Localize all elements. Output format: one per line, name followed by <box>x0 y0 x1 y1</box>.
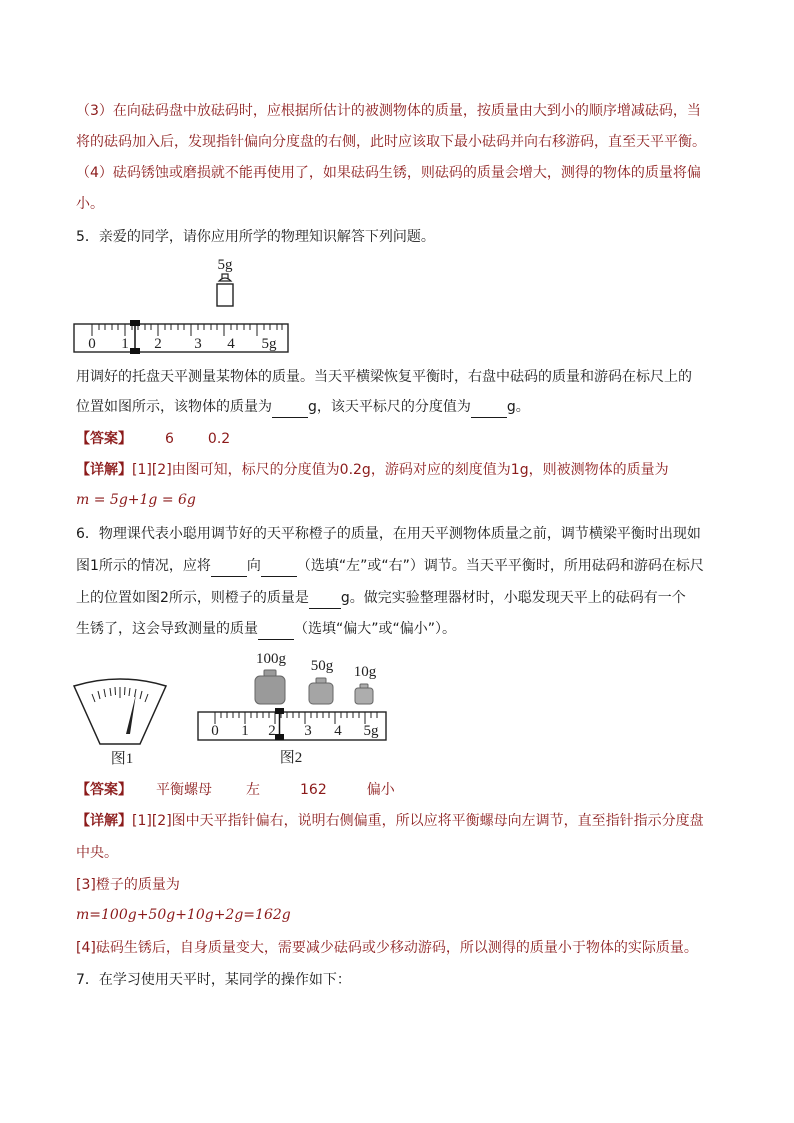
q6-text-1: 6．物理课代表小聪用调节好的天平称橙子的质量，在用天平测物体质量之前，调节横梁平衡时出现如 <box>76 526 701 542</box>
q6-answer-3: 162 <box>300 782 327 798</box>
weight-50g-icon <box>309 678 333 704</box>
q6-blank-1 <box>211 556 247 577</box>
q5-detail-label: 【详解】 <box>76 462 132 478</box>
q6-text-4 <box>76 619 456 640</box>
q6-text-4a: 生锈了，这会导致测量的质量 <box>76 621 258 637</box>
q6-blank-3 <box>309 588 341 609</box>
q6-caption-2: 图2 <box>279 750 303 766</box>
q5-balance-scale-figure <box>70 254 294 356</box>
q5-weight-label: 5g <box>217 257 233 273</box>
q6-detail-row <box>76 811 704 831</box>
weight-100g-icon <box>255 670 285 704</box>
weight-10g-icon <box>355 684 373 704</box>
q5-stem: 5．亲爱的同学，请你应用所学的物理知识解答下列问题。 <box>76 229 435 245</box>
q6-blank-2 <box>261 556 297 577</box>
q4-line-2: 将的砝码加入后，发现指针偏向分度盘的右侧，此时应该取下最小砝码并向右移游码，直至天平平衡。 <box>76 134 706 150</box>
q6-weight-label-10g: 10g <box>353 664 377 680</box>
q5-answer-label: 【答案】 <box>76 431 132 447</box>
q5-text-2 <box>76 397 530 418</box>
q6-answer-1: 平衡螺母 <box>156 782 212 798</box>
q6-text-2b: 向 <box>246 558 261 574</box>
q6-detail-1: [1][2]图中天平指针偏右，说明右侧偏重，所以应将平衡螺母向左调节，直至指针指示分度盘 <box>132 813 704 829</box>
q5-tick-label-1: 1 <box>121 336 129 352</box>
q5-weight-icon <box>217 274 233 306</box>
q6-tick-label-4: 4 <box>334 723 342 739</box>
q5-blank-2 <box>471 397 507 418</box>
q5-tick-label-5: 5g <box>261 336 277 352</box>
q5-tick-label-2: 2 <box>154 336 162 352</box>
q6-caption-1: 图1 <box>110 751 134 767</box>
q6-answer-4: 偏小 <box>366 782 395 798</box>
q5-blank-1 <box>272 397 308 418</box>
q6-blank-4 <box>258 619 294 640</box>
q6-figure-2-scale <box>196 648 390 766</box>
q6-tick-label-3: 3 <box>304 723 312 739</box>
q7-stem: 7．在学习使用天平时，某同学的操作如下： <box>76 972 351 988</box>
q6-detail-4: [4]砝码生锈后，自身质量变大，需要减少砝码或少移动游码，所以测得的质量小于物体的实际质量。 <box>76 940 698 956</box>
q6-text-3b: g。做完实验整理器材时，小聪发现天平上的砝码有一个 <box>340 590 686 606</box>
q6-answer-label: 【答案】 <box>76 782 132 798</box>
q6-weight-label-100g: 100g <box>256 651 286 667</box>
q6-text-3a: 上的位置如图2所示，则橙子的质量是 <box>76 590 309 606</box>
q6-detail-label: 【详解】 <box>76 813 132 829</box>
q6-formula: m=100g+50g+10g+2g=162g <box>76 907 291 923</box>
q6-answer-row <box>76 780 395 800</box>
q6-text-3 <box>76 588 686 609</box>
q5-text-2b: g，该天平标尺的分度值为 <box>308 399 471 415</box>
q5-text-2c: g。 <box>506 399 530 415</box>
q5-text-2a: 位置如图所示，该物体的质量为 <box>76 399 272 415</box>
q5-answer-2: 0.2 <box>207 431 231 447</box>
q6-detail-2: 中央。 <box>76 845 118 861</box>
q6-tick-label-5: 5g <box>363 723 379 739</box>
q6-figure-1-dial <box>70 676 170 768</box>
q5-tick-label-4: 4 <box>227 336 235 352</box>
q6-text-4b: （选填“偏大”或“偏小”）。 <box>294 621 457 637</box>
q5-detail-row <box>76 460 669 480</box>
q6-text-2 <box>76 556 704 577</box>
q6-tick-label-0: 0 <box>211 723 219 739</box>
q5-text-1: 用调好的托盘天平测量某物体的质量。当天平横梁恢复平衡时，右盘中砝码的质量和游码在标尺上的 <box>76 369 692 385</box>
q5-formula: m = 5g+1g = 6g <box>76 492 196 508</box>
q6-detail-3: [3]橙子的质量为 <box>76 877 180 893</box>
q6-text-2c: （选填“左”或“右”）调节。当天平平衡时，所用砝码和游码在标尺 <box>296 558 704 574</box>
q6-tick-label-1: 1 <box>241 723 249 739</box>
q5-detail-1: [1][2]由图可知，标尺的分度值为0.2g，游码对应的刻度值为1g，则被测物体的质量为 <box>132 462 669 478</box>
q6-tick-label-2: 2 <box>268 723 276 739</box>
q5-answer-row <box>76 429 230 449</box>
q6-text-2a: 图1所示的情况，应将 <box>76 558 211 574</box>
q5-tick-label-3: 3 <box>194 336 202 352</box>
q6-answer-2: 左 <box>246 782 260 798</box>
q5-answer-1: 6 <box>165 431 174 447</box>
q5-tick-label-0: 0 <box>88 336 96 352</box>
q4-line-3: （4）砝码锈蚀或磨损就不能再使用了，如果砝码生锈，则砝码的质量会增大，测得的物体的质量将偏 <box>76 165 701 181</box>
q6-weight-label-50g: 50g <box>310 658 334 674</box>
q4-line-1: （3）在向砝码盘中放砝码时，应根据所估计的被测物体的质量，按质量由大到小的顺序增减砝码，当 <box>76 103 701 119</box>
q4-line-4: 小。 <box>76 196 104 212</box>
